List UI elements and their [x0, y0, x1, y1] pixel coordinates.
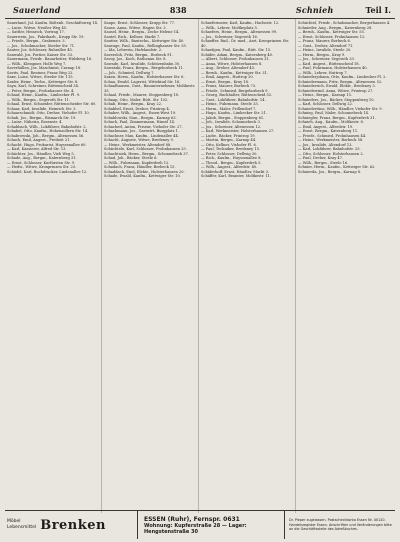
directory-entry: — Friedr., Schmied, Frohnhausen 44. — [298, 133, 367, 138]
directory-entry: — Joh., Invalide, Schonnebeck 3. — [201, 120, 261, 124]
directory-entry: Schach, Emil, Angest., Freiheit 21. — [7, 138, 71, 142]
directory-entry: — Bernh., Kaufm., Kettwiger Str. 31. — [201, 70, 268, 75]
directory-entry: — Karl, Angest., Rüttenscheid 18. — [298, 61, 360, 66]
header-right-group — [296, 5, 391, 15]
directory-entry: — Friedr., Bergm., Grabenstr. 3. — [7, 39, 66, 43]
directory-entry: Schad, Joh., Bäcker, Steele 6. — [104, 156, 158, 160]
ad-notice: Dr. Pieper zugelassen. Postscheckkonto Essen Nr. 40120. Handelsregister Essen. Anschriften und Veränderungen bitte an die Geschäftsstelle des Adreßbuches. — [289, 518, 392, 532]
ad-brand-name: Brenken — [40, 517, 106, 533]
directory-entry: — Gust., Dreher, Altendorf 71. — [298, 43, 354, 48]
directory-entry: — Sattler, Heinrich, Vortrag 17. — [7, 30, 65, 34]
directory-entry: — Wilh., Angest., Alfredstr. 40. — [201, 165, 258, 169]
directory-entry: — Peter, Schlosser, Dellwig 30. — [201, 151, 258, 156]
directory-entry: Schächter, Jos., Händler, Vieh Weg 5. — [7, 151, 75, 156]
directory-entry: — Anna, Witwe, Holsterhausen 8. — [201, 61, 263, 66]
directory-entry: Saxen, Herm., Kaufm., Holsterhauser Str. 6. — [104, 75, 185, 79]
directory-entry: — Wilh., Lehrer, Huttrop 7. — [298, 70, 348, 75]
directory-entry: — Martin, Bergm., Karnap 44. — [201, 138, 257, 142]
directory-entry: — Hugo, Kaufm., Limbecker Str. 21. — [201, 111, 268, 115]
directory-entry: Schnieg, Paul, Maler, Schonnebeck 14. — [298, 111, 370, 115]
directory-entry: Sayn, Karl, Schreiner, Rüttenscheid 34. — [7, 84, 80, 88]
directory-entry: — Wilh., Fuhrmann, Kupferdreh 12. — [104, 160, 170, 165]
directory-entry: Sauter, Jos. Schlosser, Ruhrallee 45. — [7, 48, 73, 52]
directory-entry: — Herm., Bergm., Kray 9. — [298, 52, 346, 57]
directory-entry: Schaaf, Heinr., Kaufm., Limbecker Pl. 9. — [7, 93, 81, 97]
directory-entry: — Heinr., Fuhrmann, Steele 33. — [201, 102, 259, 106]
directory-entry: — Rich., Kaufm., Huyssenallee 8. — [201, 156, 262, 160]
directory-entry: — Friedr., Schmied, Bergeborbeck 9. — [201, 88, 269, 93]
ad-brand-block — [5, 511, 138, 539]
directory-entry: Sautel, Rich., Kellner, Markt 7. — [104, 34, 161, 39]
directory-entry: Schäfer, Adam, Bergm., Katernberg 40. — [201, 52, 274, 57]
directory-entry: — Otto, Schlosser, Holsterhausen 2. — [298, 151, 364, 156]
directory-entry: — Luise, Witwe, Neußer Weg 45. — [7, 25, 68, 30]
directory-entry: Schnierda, Jos., Bergm., Karnap 8. — [298, 169, 362, 174]
directory-entry: Schniederjohann, Otto, Kaufm., Limbecker Pl. 2. — [298, 75, 387, 79]
directory-entry: — Wilh., Bergm., Steele 16. — [298, 160, 349, 165]
header-right-name: Schnieh — [295, 5, 334, 15]
directory-entry: Schach, Paul, Zimmermann, Hinsel 14. — [104, 120, 176, 124]
directory-entry: — Peter, Bergm., Frohnhauser Str. 4. — [7, 88, 75, 93]
directory-entry: Schniederrich, Ewald, Elektr., Bredeney 3. — [298, 84, 376, 88]
directory-entry: — Franz, Maurer, Borbeck 73. — [201, 84, 257, 88]
directory-entry: Schacht, Hugo, Prokurist, Huyssenallee 60. — [7, 142, 87, 147]
directory-entry: Saversloh, Fritz, Bergm., Borbeck 91. — [104, 52, 173, 57]
directory-entry: Schabbel, Ernst, Dreher, Frintrop 4. — [104, 106, 170, 111]
directory-entry: — Gust., Lokführer, Bahnhofstr. 14. — [201, 97, 266, 102]
directory-entry: Sauwald, Jos. Portier, Kaiser Str. 33. — [7, 52, 74, 57]
directory-entry: — Bernh., Kaufm., Kettwiger Str. 55. — [298, 30, 365, 34]
directory-entry: Schaddach, Emil, Elektr., Holsterhausen 20. — [104, 169, 185, 174]
directory-entry: Saupe, Ernst, Schlosser, Krupp Str. 77. — [104, 21, 176, 25]
directory-entry: Schaa, Ewald, Lagerist, Wittekind Str. 16. — [104, 79, 181, 84]
directory-entry: — Theod., Bergm., Kupferdreh 5. — [201, 160, 262, 165]
directory-entry: — Franz, Maurer, Borbeck 6. — [298, 39, 351, 43]
directory-entry: — Paul, Dreher, Kray 47. — [298, 156, 344, 160]
directory-entry: Savoy, Jos., Koch, Rathenau Str. 8. — [104, 57, 167, 61]
directory-entry: Sawatzki, Franz, Bergm., Bergeborbeck 11. — [104, 66, 184, 70]
directory-entry: — Jakob, Bergm., Stoppenberg 61. — [201, 115, 265, 120]
directory-entry: — Paul, Techniker, Bredeney 15. — [201, 147, 261, 151]
directory-entry: Schabel, Otto, Kaufm., Hohenzollern Str. 14. — [7, 129, 89, 133]
directory-entry: Sauermann, Friedr., Bauarbeiter, Hülsberg 16. — [7, 57, 93, 61]
directory-entry: — Karl, Werkmeister, Holsterhausen 27. — [201, 129, 275, 133]
advertisement-footer — [5, 510, 395, 539]
ad-city-phone: ESSEN (Ruhr), Fernspr. 0631 — [144, 515, 240, 523]
directory-entry: Schablowski, Stan., Bergm., Karnap 63. — [104, 115, 177, 120]
directory-entry: — Hedw., Witwe, Kronprinzen Str. 23. — [7, 165, 77, 169]
directory-entry: Schaefers, Heinr., Bergm., Altenessen 99. — [201, 30, 278, 34]
directory-entry: Schniedermann, Fritz, Bergm., Altenessen 52. — [298, 79, 383, 84]
header-left-name: Sauerland — [13, 5, 61, 15]
directory-entry: Schabrowski, Joh., Bergm., Altenessen 56. — [7, 133, 85, 138]
directory-entry: Schaeffer, Rud., Dr. med., Arzt, Kronprinzen Str. 40. — [201, 39, 289, 48]
directory-entry: — Jos., Schuhmacher, Steeler Str. 71. — [7, 43, 76, 48]
directory-entry: — Ludw., Bäcker, Frintrop 19. — [201, 133, 256, 138]
section-label: Teil I. — [365, 5, 391, 15]
directory-entry: — Aug., Dreher, Altendorf 45. — [201, 66, 256, 70]
directory-entry: Schädel, Karl, Buchdrucker, Lindenallee 12. — [7, 169, 88, 174]
directory-entry: Sautter, Wilh., Bautechn., Kettwiger Str. 40. — [104, 39, 185, 43]
page-number: 838 — [169, 5, 187, 15]
directory-entry: Saverhüllen, Jos. Maschinist, Carnap 18. — [7, 66, 82, 70]
directory-columns — [5, 19, 395, 513]
directory-entry: — Joh., Schmied, Dellwig 7. — [104, 70, 155, 75]
directory-entry: Schnieh, Aug., Kaufm., Moltkestr. 8. — [298, 120, 364, 124]
directory-entry: Sausel, Heinr., Bergm., Zeche Helene 14. — [104, 30, 180, 34]
directory-entry: Schachmann, Jos., Gastwirt, Burgplatz 1. — [104, 129, 180, 133]
directory-entry: — Heinr., Werkmeister, Altendorf 88. — [104, 142, 172, 147]
directory-entry: Sawade, Karl, Invalide, Schützenbahn 30. — [104, 61, 181, 66]
ad-address: Wohnung: Kupferstraße 28 — Lager: Hengstenstraße 30 — [144, 522, 247, 535]
directory-entry: Schaap, Otto, Maler, Rütt. Str. 102. — [104, 97, 169, 102]
directory-entry: — Luise, Näherin, Rosenstr. 4. — [7, 120, 63, 124]
directory-entry: — Wilh., Lehrer, Moltkeplatz 5. — [201, 25, 258, 30]
directory-entry: Schniedertüns, Wilh., Händler, Viehofer Str. 9. — [298, 106, 383, 111]
directory-entry: — Jos., Schreiner, Segeroth 33. — [298, 57, 355, 61]
directory-entry: — Jos., Schreiner, Segeroth 16. — [201, 34, 258, 39]
ad-small-line-2: Lebensmittel — [7, 525, 37, 530]
column-1 — [5, 19, 102, 513]
ad-small-line-1: Möbel — [7, 519, 21, 524]
column-3 — [199, 19, 296, 513]
directory-entry: — Karl, Schlosser, Dellwig 22. — [298, 102, 353, 106]
directory-entry: Sause, Anna, Witwe, Hagen Str. 3. — [104, 25, 167, 30]
directory-entry: Schnieder, Aug., Bergm., Katernberg 28. — [298, 25, 373, 30]
directory-entry: — Albert, Schlosser, Frohnhausen 31. — [201, 57, 270, 61]
directory-entry: — Heinr., Invalide, Steele 20. — [298, 48, 352, 52]
directory-entry: Schaarschmidt, Otto, Dreher, Viehofer Pl. 10. — [7, 111, 90, 115]
directory-entry: Sauerwein, Jos., Fabrikarb., Krupp Str. 19. — [7, 34, 85, 39]
directory-entry: — Paul, Fuhrmann, Holsterhausen 40. — [298, 66, 368, 70]
directory-entry: Schade, Ewald, Kaufm., Kettwiger Str. 10. — [104, 174, 181, 178]
column-4 — [296, 19, 393, 513]
directory-entry: Schaefgen, Paul, Kaufm., Rütt. Str. 15. — [201, 48, 272, 52]
directory-entry: — Ida, Lehrerin, Hufelandstr. 2. — [104, 48, 163, 52]
directory-entry: — Wilh., Klempner, Holle Weg 7. — [7, 61, 67, 66]
directory-entry: — Emil, Angest., Huttrop 20. — [201, 75, 254, 79]
directory-entry: Sauerland, Jul. Kaufm. Boltenh. Geschäftsweg 14. — [7, 21, 99, 25]
directory-entry: — Jos., Schreiner, Altenessen 12. — [201, 124, 262, 129]
page-header — [5, 3, 395, 19]
directory-entry: — Jos., Invalide, Altendorf 13. — [298, 142, 353, 147]
directory-entry: Schab, Jos., Bergm., Bismarck Str. 19. — [7, 115, 77, 120]
directory-entry: Schachtsiek, Herm., Bergm., Schonnebeck 37. — [104, 151, 189, 156]
directory-entry: Saxler, Heinr., Techn., Kettwiger Str. 8. — [7, 79, 79, 84]
directory-entry: — Emil, Angest., Alfredstr. 19. — [298, 124, 354, 129]
directory-entry: Schade, Aug., Bergm., Katernberg 31. — [7, 156, 77, 160]
directory-entry: Schaar, Karl, Invalide, Heinrich Str. 3. — [7, 106, 77, 111]
ad-small-text — [7, 519, 36, 531]
directory-entry: Schäffer, Karl, Beamter, Moltkestr. 11. — [201, 174, 272, 178]
directory-entry: Savits, Paul, Rentner, Franz Weg 22. — [7, 70, 74, 75]
directory-entry: — Herm., Maler, Frillendorf 7. — [201, 106, 257, 111]
directory-entry: Schacherl, Anton, Friseur, Viehofer Str. 27. — [104, 124, 183, 129]
directory-entry: — Ernst, Bergm., Katernberg 11. — [298, 129, 359, 133]
directory-entry: Schabbach, Wilh., Lokführer, Bahnhofstr. 2. — [7, 124, 87, 129]
directory-entry: — Karl, Kassierer, Alfred Str. 13. — [7, 147, 67, 151]
directory-entry: Schnieders, Jos., Bäcker, Stoppenberg 10. — [298, 97, 375, 102]
directory-entry: Schacht, Auguste, Witwe, Bredeney 9. — [104, 138, 174, 142]
directory-entry: Schnier, Herm., Kaufm., Kettwiger Str. 62. — [298, 165, 376, 169]
directory-entry: Schaber, Wilh., Angest., Essen-West 19. — [104, 111, 177, 115]
directory-entry: — Karl, Lokführer, Bahnhofstr. 25. — [298, 147, 361, 151]
directory-entry: Schächtele, Karl, Schlosser, Frohnhausen 25. — [104, 147, 187, 151]
directory-entry: — Heinr., Werkmeister, Borbeck 58. — [298, 138, 364, 142]
directory-entry: Schaefermeier, Karl, Kaufm., Hachestr. 12. — [201, 21, 280, 25]
directory-entry: — Heinr., Bergm., Karnap 15. — [298, 93, 352, 97]
directory-entry: Schaal, Friedr., Maurer, Stoppenberg 18. — [104, 93, 180, 97]
directory-entry: — Ernst, Bergm., Kray 18. — [201, 79, 250, 84]
directory-entry: Schüchtel, Friedr., Schuhmacher, Bergerhausen 4. — [298, 21, 391, 25]
directory-entry: Schäferhoff, Ernst, Händler, Markt 3. — [201, 169, 270, 174]
directory-entry: Schaafhausen, Gust., Bauunternehmer, Moltkestr. 35. — [104, 84, 196, 93]
directory-entry: — Otto, Kellner, Viehofer Pl. 6. — [201, 142, 257, 147]
directory-entry: Schniegler, Franz, Bergm., Kupferdreh 31. — [298, 115, 376, 120]
directory-entry: Saxe, Luise, Witwe, Steeler Str. 115. — [7, 75, 74, 79]
directory-entry: — Ernst, Schlosser, Frohnhausen 12. — [298, 34, 366, 39]
directory-entry: Schachner, Max, Kaufm., Lindenallee 44. — [104, 133, 179, 138]
directory-entry: Schab, Heinr., Bergm., Kray 22. — [104, 102, 163, 106]
directory-entry: — Ernst, Schlosser, Kurfürsten Str. 9. — [7, 160, 76, 165]
directory-entry: Sauvage, Paul, Kaufm., Rellinghauser Str. 55. — [104, 43, 187, 48]
directory-entry: Schniedewind, Anna, Witwe, Frintrop 27. — [298, 88, 374, 93]
column-2 — [102, 19, 199, 513]
directory-entry: Schadach, Franz, Händler, Borbeck 15. — [104, 165, 176, 169]
directory-entry: — Wilh., Bergm., Segeroth Str. 11. — [7, 97, 71, 102]
ad-address-block — [138, 511, 285, 539]
directory-entry: Schaal, Ernst, Schneider, Rüttenscheider Str. 60. — [7, 102, 97, 106]
directory-entry: — Georg, Buchhalter, Rüttenscheid 52. — [201, 93, 273, 97]
